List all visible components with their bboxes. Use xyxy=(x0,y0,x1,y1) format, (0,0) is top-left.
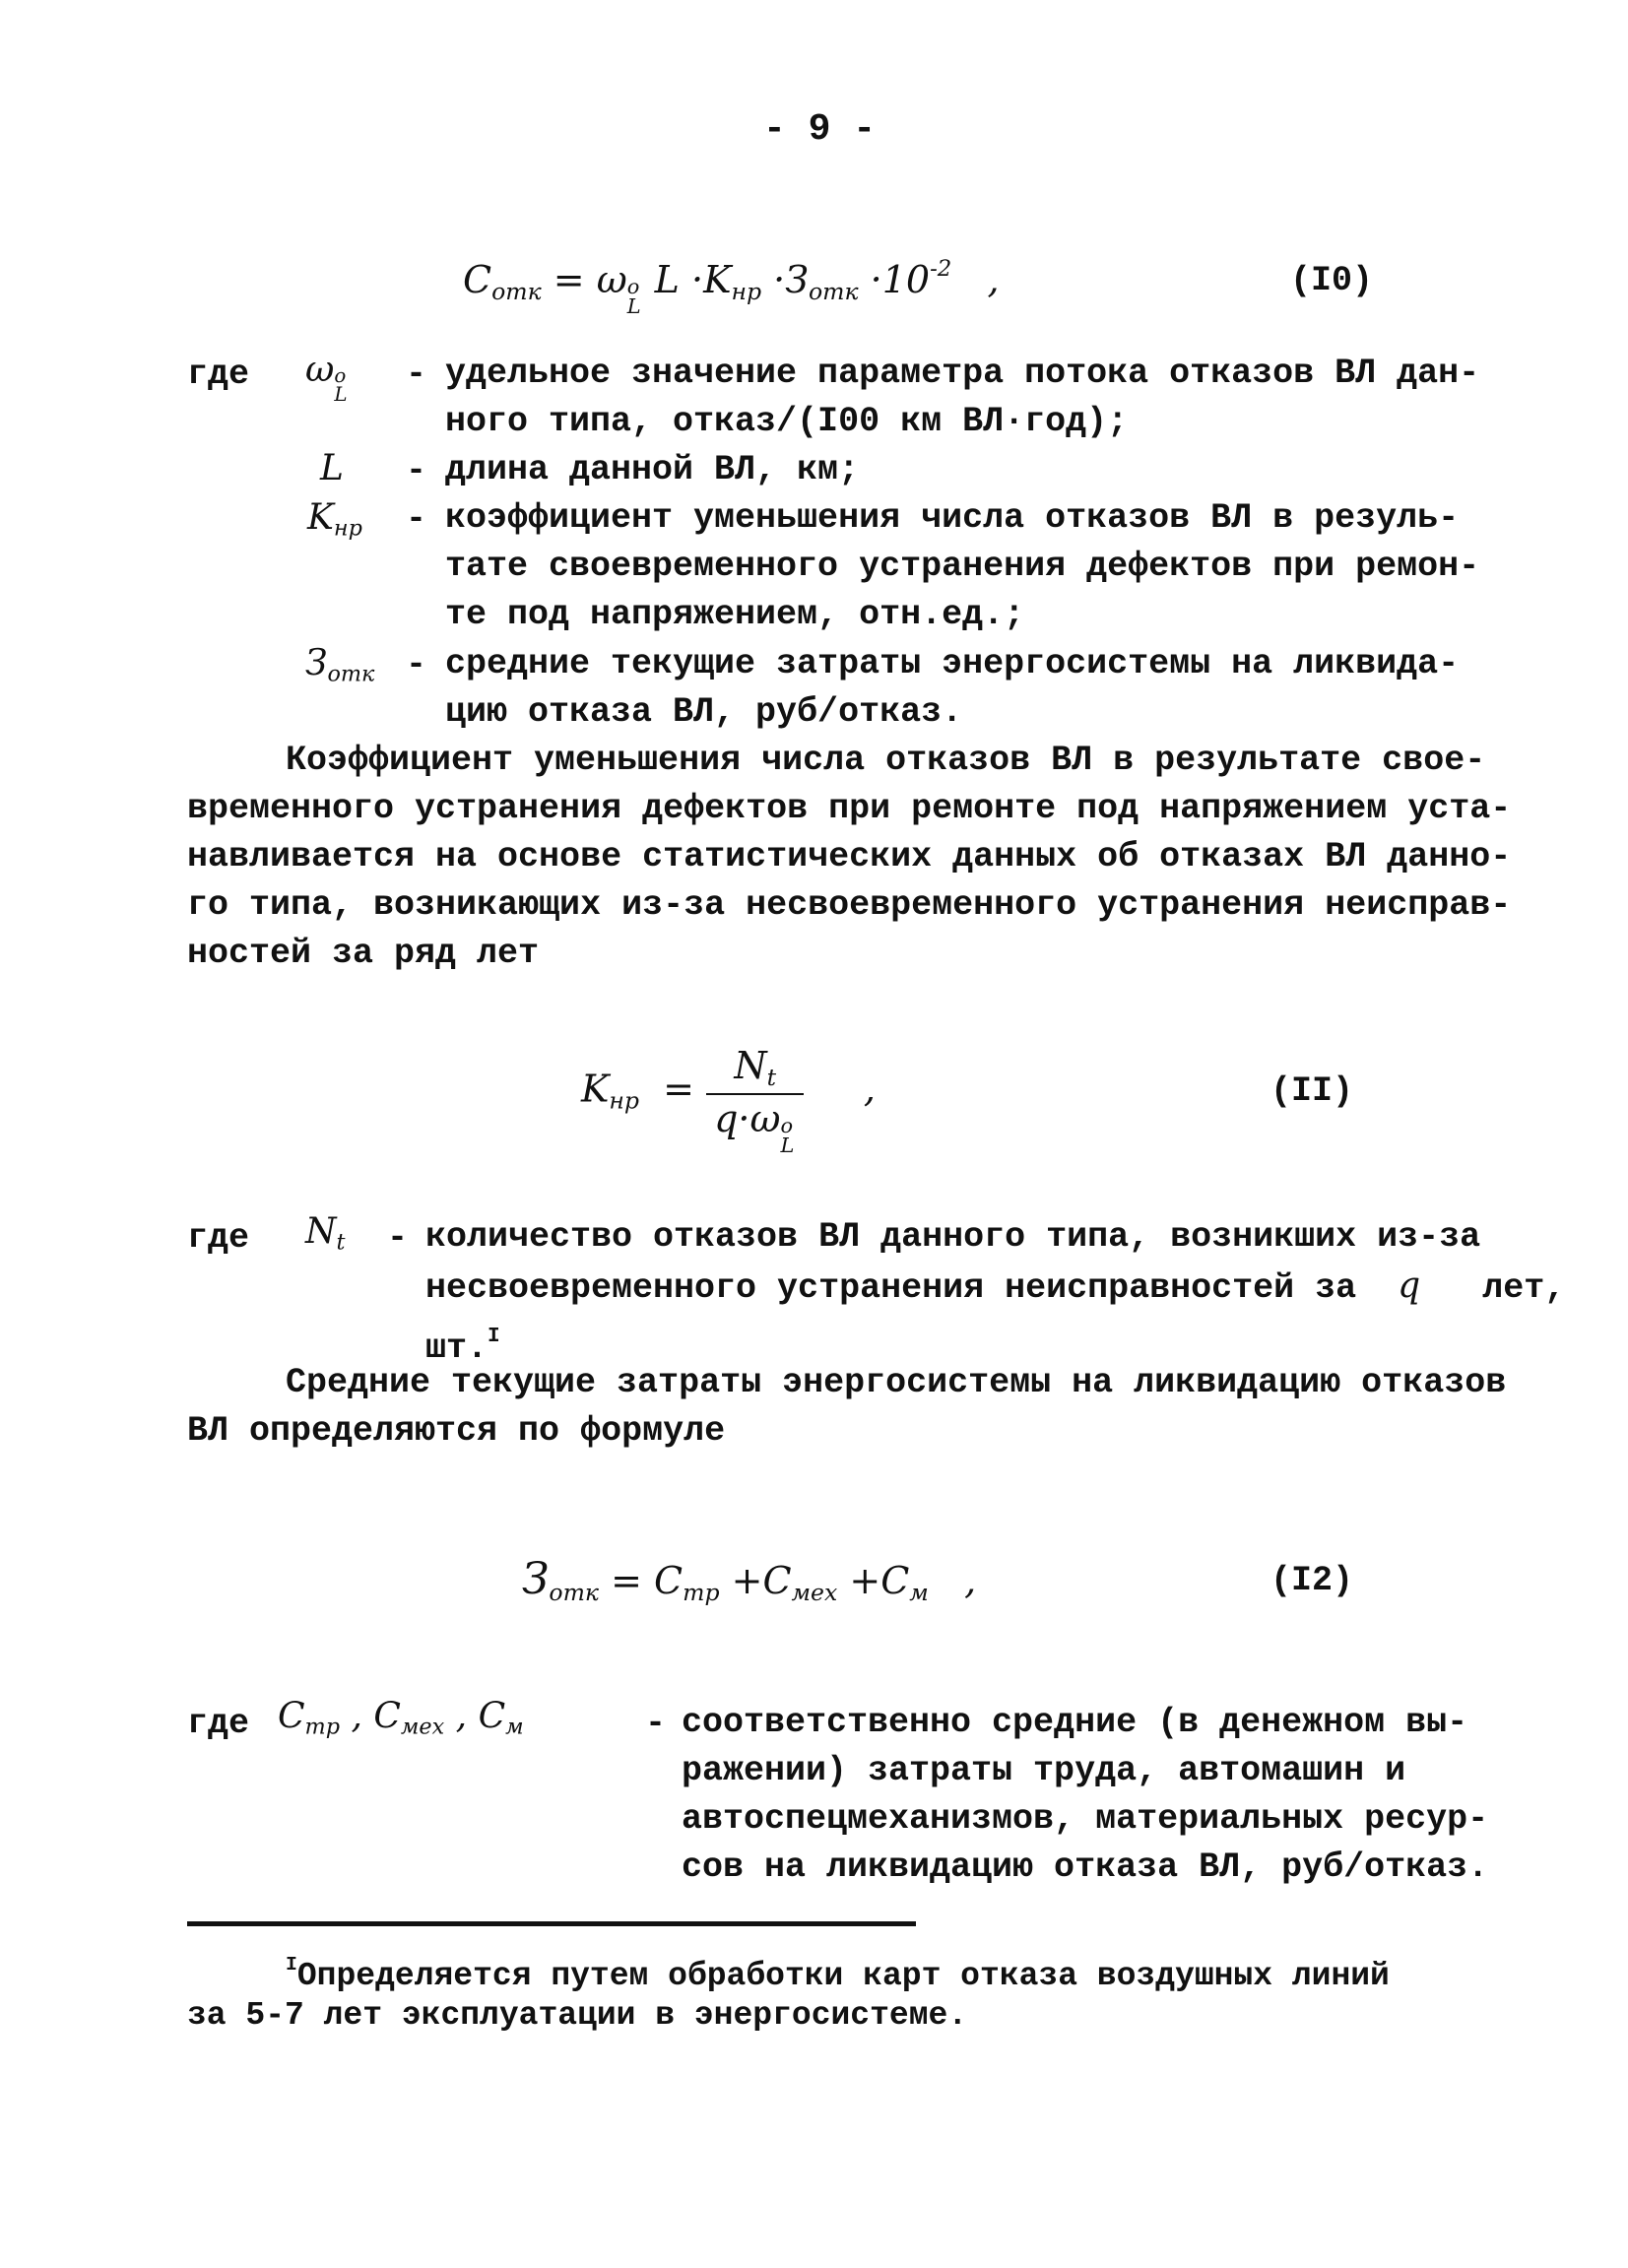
footnote-separator xyxy=(187,1921,916,1926)
footnote-reference: I xyxy=(488,1326,500,1348)
definition-line: шт.$^I$ xyxy=(425,1326,500,1368)
paragraph-line: Коэффициент уменьшения числа отказов ВЛ в результате свое- xyxy=(286,741,1486,780)
fraction: $N_t$ q·ω o L xyxy=(706,1044,804,1140)
symbols-cost-components: $С_{тр}$ , $С_{мех}$ , $С_м$ xyxy=(278,1696,524,1740)
paragraph-line: временного устранения дефектов при ремонте под напряжением уста- xyxy=(187,789,1512,828)
footnote-mark: I xyxy=(286,1954,297,1976)
definition-dash: - xyxy=(406,499,427,539)
symbol-N-t: $N_t$ xyxy=(305,1211,346,1256)
where-label: где xyxy=(187,355,250,394)
paragraph-line: го типа, возникающих из-за несвоевременного устранения неисправ- xyxy=(187,885,1512,925)
definition-line: средние текущие затраты энергосистемы на ликвида- xyxy=(445,644,1460,683)
where-label: где xyxy=(187,1704,250,1743)
definition-line: автоспецмеханизмов, материальных ресур- xyxy=(682,1799,1489,1839)
paragraph-coefficient xyxy=(187,737,1511,978)
definition-line: сов на ликвидацию отказа ВЛ, руб/отказ. xyxy=(682,1847,1489,1887)
definition-line: тате своевременного устранения дефектов при ремон- xyxy=(445,547,1480,586)
definition-dash: - xyxy=(406,645,427,684)
definition-N xyxy=(425,1213,1565,1373)
definition-dash: - xyxy=(406,451,427,490)
definition-costs xyxy=(682,1699,1488,1892)
symbol-q: q xyxy=(1398,1265,1421,1306)
footnote-line: $^I$Определяется путем обработки карт отказа воздушных линий xyxy=(187,1945,1390,1996)
definition-omega xyxy=(445,350,1479,446)
definition-Z xyxy=(445,640,1459,737)
definition-line: соответственно средние (в денежном вы- xyxy=(682,1703,1468,1742)
footnote-line: за 5-7 лет эксплуатации в энергосистеме. xyxy=(187,1996,968,2034)
footnote xyxy=(187,1945,1390,2036)
equation-number-10: (I0) xyxy=(1290,261,1374,300)
definition-dash: - xyxy=(406,355,427,394)
paragraph-line: Средние текущие затраты энергосистемы на ликвидацию отказов xyxy=(286,1363,1507,1402)
definition-dash: - xyxy=(645,1704,667,1743)
definition-K xyxy=(445,494,1479,639)
definition-line: ражении) затраты труда, автомашин и xyxy=(682,1751,1406,1790)
symbol-Z-otk: $З_{отк}$ xyxy=(305,643,375,687)
page-number: - 9 - xyxy=(763,108,877,151)
definition-line: длина данной ВЛ, км; xyxy=(445,450,860,489)
symbol-omega-specific: ω o L xyxy=(305,350,348,406)
definition-line: удельное значение параметра потока отказов ВЛ дан- xyxy=(445,354,1480,393)
where-label: где xyxy=(187,1218,250,1258)
definition-line: количество отказов ВЛ данного типа, возникших из-за xyxy=(425,1217,1481,1257)
paragraph-costs xyxy=(187,1359,1506,1456)
definition-line: несвоевременного устранения неисправностей за q лет, xyxy=(425,1265,1566,1308)
symbol-K-np: $K_{нр}$ xyxy=(307,497,362,542)
formula-12: $З_{отк} = С_{тр} +С_{мех} +С_м$ , xyxy=(522,1554,977,1607)
definition-line: цию отказа ВЛ, руб/отказ. xyxy=(445,692,963,732)
definition-L xyxy=(445,446,859,494)
symbol-L: L xyxy=(320,448,344,488)
paragraph-line: ВЛ определяются по формуле xyxy=(187,1411,726,1451)
paragraph-line: ностей за ряд лет xyxy=(187,934,540,973)
equation-number-12: (I2) xyxy=(1270,1561,1354,1600)
definition-dash: - xyxy=(387,1218,409,1258)
equation-number-11: (II) xyxy=(1270,1071,1354,1111)
formula-10: $С_{отк} = \omega$ o L $L \cdot K_{нр} \cdot З_{отк} \cdot 10^{-2}$ , xyxy=(463,256,1000,319)
definition-line: ного типа, отказ/(I00 км ВЛ·год); xyxy=(445,402,1129,441)
definition-line: коэффициент уменьшения числа отказов ВЛ в резуль- xyxy=(445,498,1460,538)
paragraph-line: навливается на основе статистических данных об отказах ВЛ данно- xyxy=(187,837,1512,876)
definition-line: те под напряжением, отн.ед.; xyxy=(445,595,1025,634)
formula-11: $K_{нр}$ = $N_t$ q·ω o L , xyxy=(581,1044,876,1158)
